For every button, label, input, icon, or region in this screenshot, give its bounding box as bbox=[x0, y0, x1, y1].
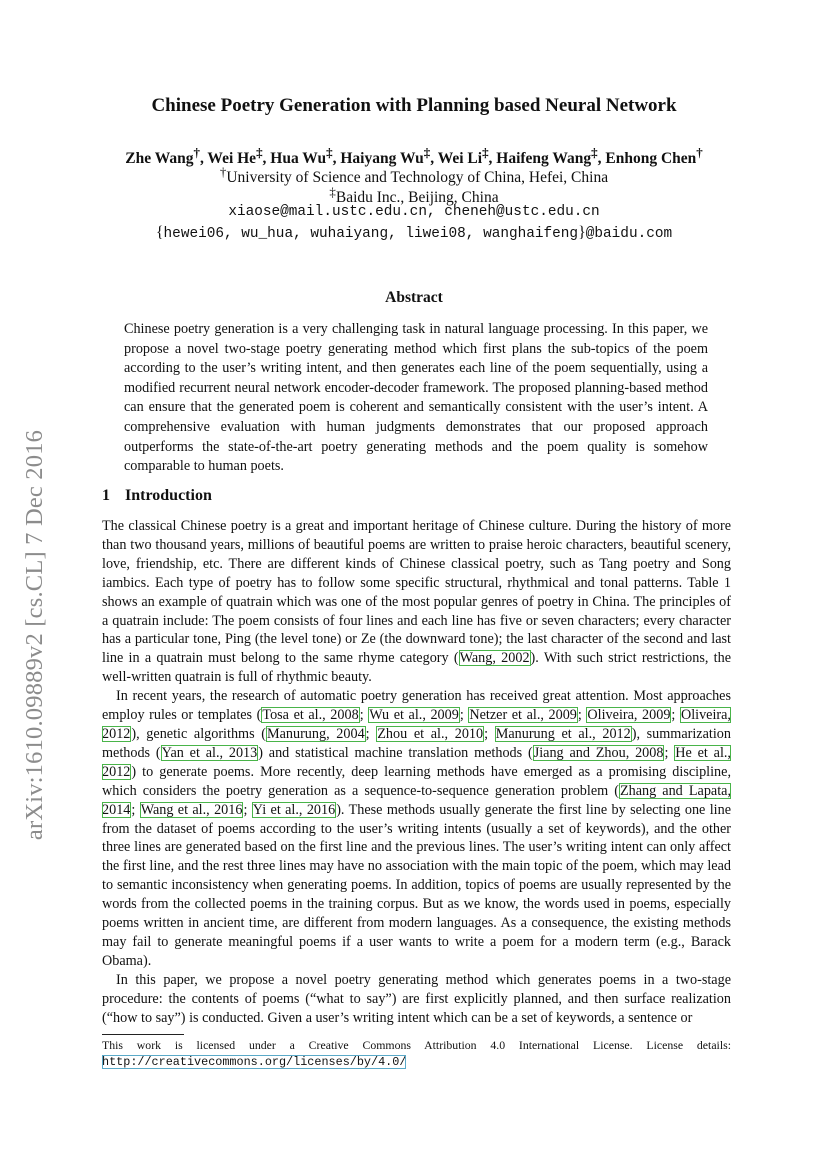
paragraph-2: In recent years, the research of automatic poetry generation has received great attention. Most approaches employ rules or templates (Tosa et al., 2008; Wu et al., 2009; Netzer et al., 2009; Oliveira, 2009; Oliveira, 2012), genetic algorithms (Manurung, 2004; Zhou et al., 2010; Manurung et al., 2012), summarization methods (Yan et al., 2013) and statistical machine translation methods (Jiang and Zhou, 2008; He et al., 2012) to generate poems. More recently, deep learning methods have emerged as a promising discipline, which considers the poetry generation as a sequence-to-sequence generation problem (Zhang and Lapata, 2014; Wang et al., 2016; Yi et al., 2016). These methods usually generate the first line by selecting one line from the dataset of poems according to the user’s writing intents (usually a set of keywords), and the other three lines are generated based on the first line and the previous lines. The user’s writing intent can only affect the first line, and the rest three lines may have no association with the main topic of the poem, which may lead to semantic inconsistency when generating poems. In addition, topics of poems are usually represented by the words from the collected poems in the training corpus. But as we know, the words used in poems, especially poems written in ancient time, are different from modern languages. As a consequence, the existing methods may fail to generate meaningful poems if a user wants to write a poem for a modern term (e.g., Barack Obama). bbox=[102, 688, 731, 969]
citation-link[interactable]: Wang, 2002 bbox=[459, 650, 530, 667]
abstract-text: Chinese poetry generation is a very challenging task in natural language processing. In this paper, we propose a novel two-stage poetry generating method which first plans the sub-topics of the poem according to the user’s writing intent, and then generates each line of the poem sequentially, using a modified recurrent neural network encoder-decoder framework. The proposed planning-based method can ensure that the generated poem is coherent and semantically consistent with the user’s intent. A comprehensive evaluation with human judgments demonstrates that our proposed approach outperforms the state-of-the-art poetry generating methods and the poem quality is somehow comparable to human poets. bbox=[124, 321, 708, 475]
citation-link[interactable]: Wang et al., 2016 bbox=[140, 801, 243, 818]
citation-link[interactable]: Yan et al., 2013 bbox=[161, 744, 258, 761]
arxiv-identifier-stamp[interactable] bbox=[20, 370, 50, 900]
email-line-baidu: {hewei06, wu_hua, wuhaiyang, liwei08, wanghaifeng}@baidu.com bbox=[155, 224, 673, 242]
author: Haifeng Wang‡, bbox=[496, 145, 606, 168]
citation-link[interactable]: Tosa et al., 2008 bbox=[262, 707, 359, 724]
citation-link[interactable]: Zhou et al., 2010 bbox=[377, 725, 484, 742]
citation-link[interactable]: Yi et al., 2016 bbox=[252, 801, 336, 818]
license-footnote: This work is licensed under a Creative Commons Attribution 4.0 International License. License details: http://creativecommons.org/licenses/by/4.0/ bbox=[102, 1038, 731, 1069]
affiliation-baidu: ‡Baidu Inc., Beijing, China bbox=[329, 184, 499, 207]
author: Wei Li‡, bbox=[437, 145, 497, 168]
citation-link[interactable]: Zhang and Lapata, 2014 bbox=[102, 782, 731, 818]
paper-title: Chinese Poetry Generation with Planning based Neural Network bbox=[151, 95, 677, 116]
citation-link[interactable]: He et al., 2012 bbox=[102, 744, 731, 780]
affiliation-ustc: †University of Science and Technology of China, Hefei, China bbox=[219, 164, 609, 187]
citation-link[interactable]: Jiang and Zhou, 2008 bbox=[533, 744, 664, 761]
paragraph-3: In this paper, we propose a novel poetry generating method which generates poems in a two-stage procedure: the contents of poems (“what to say”) are first explicitly planned, and then surface realization (“how to say”) is conducted. Given a user’s writing intent which can be a set of keywords, a sentence or bbox=[102, 971, 731, 1026]
author: Wei He‡, bbox=[207, 145, 271, 168]
citation-link[interactable]: Netzer et al., 2009 bbox=[469, 707, 577, 724]
arxiv-stamp-text: arXiv:1610.09889v2 [cs.CL] 7 Dec 2016 bbox=[21, 429, 48, 841]
author: Zhe Wang†, bbox=[125, 145, 208, 168]
citation-link[interactable]: Wu et al., 2009 bbox=[369, 707, 459, 724]
author: Haiyang Wu‡, bbox=[340, 145, 438, 168]
email-line-ustc: xiaose@mail.ustc.edu.cn, cheneh@ustc.edu.cn bbox=[228, 204, 600, 220]
paragraph-1: The classical Chinese poetry is a great and important heritage of Chinese culture. During the history of more than two thousand years, millions of beautiful poems are written to praise heroic characters, beautiful scenery, love, friendship, etc. There are different kinds of Chinese classical poetry, such as Tang poetry and Song iambics. Each type of poetry has to follow some specific structural, rhythmical and tonal patterns. Table 1 shows an example of quatrain which was one of the most popular genres of poetry in China. The principles of a quatrain include: The poem consists of four lines and each line has five or seven characters; every character has a particular tone, Ping (the level tone) or Ze (the downward tone); the last character of the second and last line in a quatrain must belong to the same rhyme category (Wang, 2002). With such strict restrictions, the well-written quatrain is full of rhythmic beauty. bbox=[102, 518, 732, 686]
citation-link[interactable]: Oliveira, 2009 bbox=[587, 707, 671, 724]
citation-link[interactable]: Manurung et al., 2012 bbox=[495, 725, 631, 742]
introduction-body bbox=[102, 517, 731, 1027]
citation-link[interactable]: Oliveira, 2012 bbox=[102, 707, 731, 742]
author: Enhong Chen† bbox=[605, 145, 703, 168]
author: Hua Wu‡, bbox=[270, 145, 341, 168]
license-url-link[interactable]: http://creativecommons.org/licenses/by/4.0/ bbox=[102, 1055, 407, 1069]
footnote-rule bbox=[102, 1034, 184, 1035]
citation-link[interactable]: Manurung, 2004 bbox=[266, 725, 365, 742]
abstract-heading: Abstract bbox=[385, 289, 443, 306]
section-heading-introduction: 1 Introduction bbox=[102, 487, 212, 504]
